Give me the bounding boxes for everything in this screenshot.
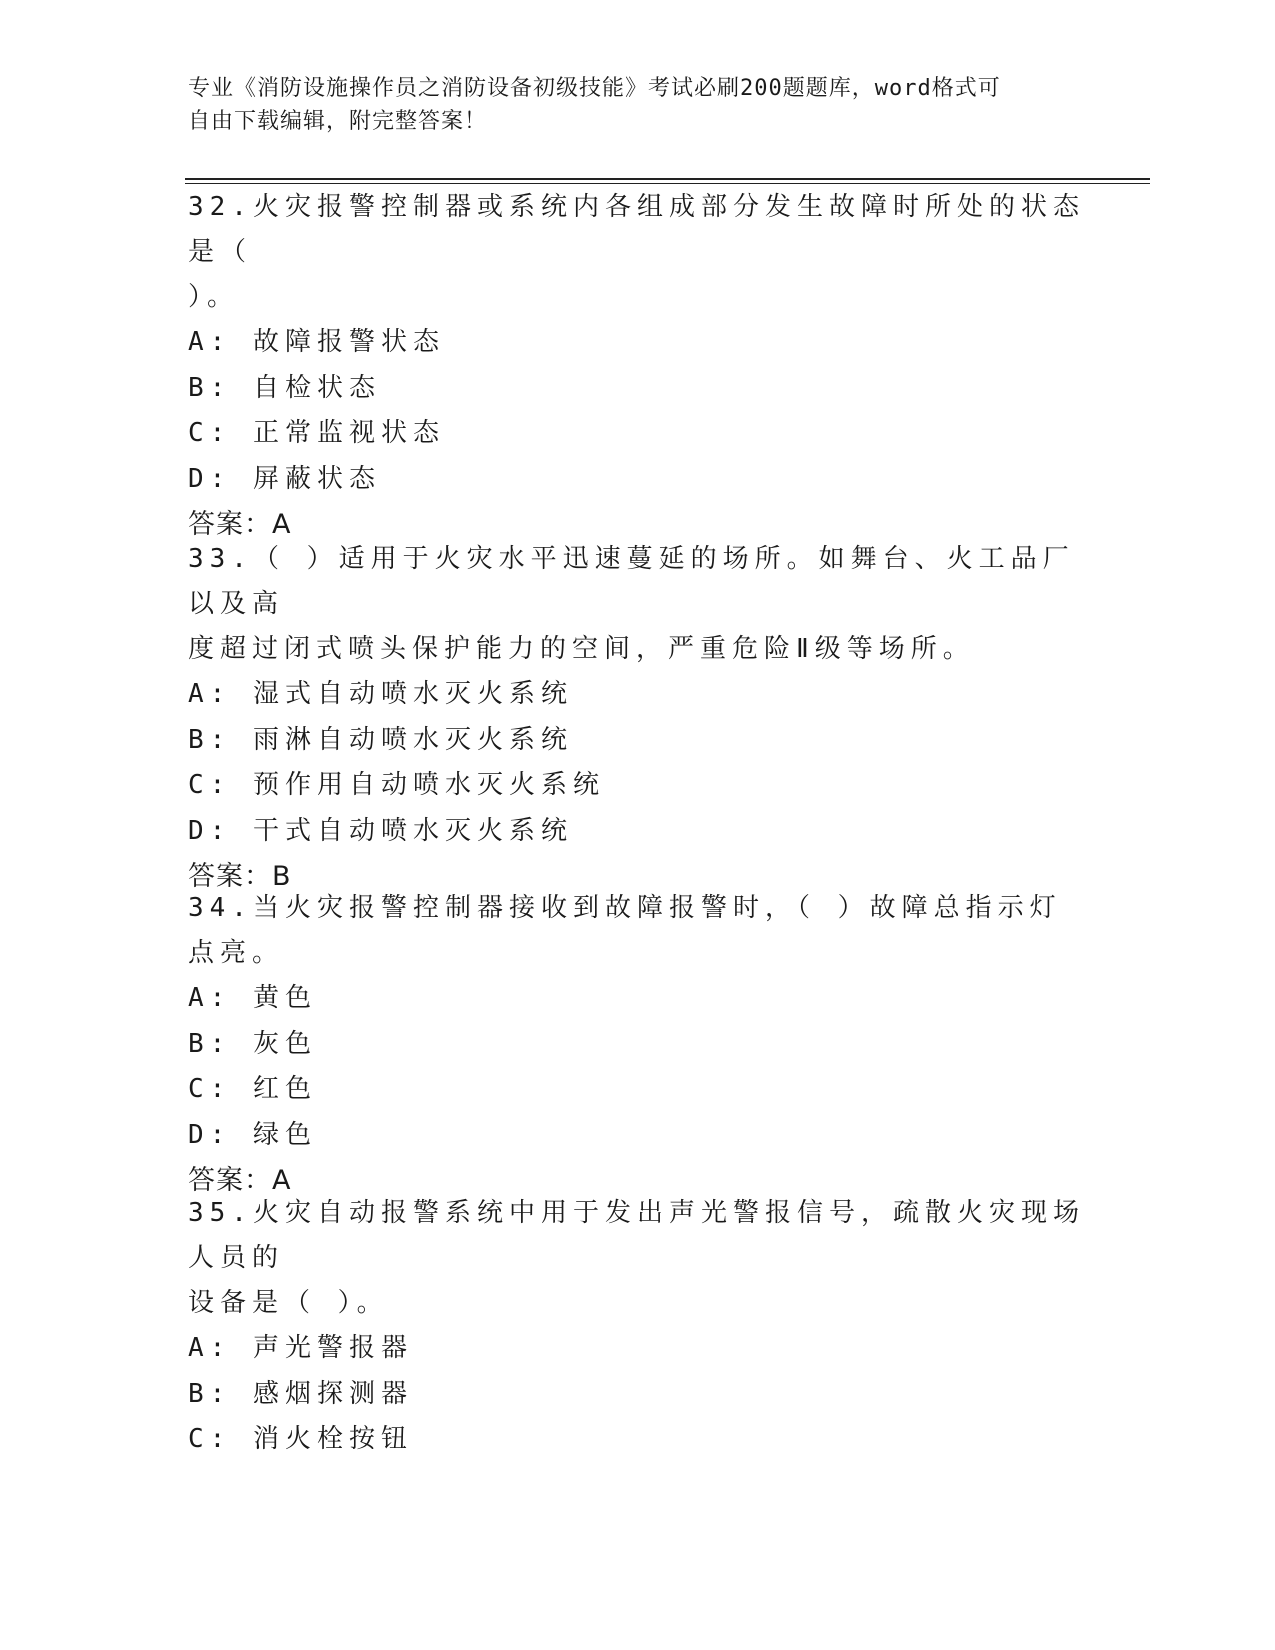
option-c: C: 红色 xyxy=(188,1074,317,1104)
option-a: A: 声光警报器 xyxy=(188,1333,413,1363)
option-b: B: 雨淋自动喷水灭火系统 xyxy=(188,724,573,755)
question-33 xyxy=(188,537,1088,899)
option-d: D: 干式自动喷水灭火系统 xyxy=(188,815,573,846)
option-b: B: 自检状态 xyxy=(188,372,381,403)
option-c: C: 消火栓按钮 xyxy=(188,1424,413,1454)
header-divider xyxy=(185,178,1150,180)
question-stem xyxy=(188,185,1088,320)
question-stem-line: 33.（ ）适用于火灾水平迅速蔓延的场所。如舞台、火工品厂以及高 xyxy=(188,544,1075,619)
header-line: 专业《消防设施操作员之消防设备初级技能》考试必刷200题题库，word格式可 xyxy=(188,76,1001,101)
question-stem xyxy=(188,886,1088,976)
option-a: A: 故障报警状态 xyxy=(188,327,445,357)
option-a: A: 黄色 xyxy=(188,983,317,1013)
question-stem-line: 35.火灾自动报警系统中用于发出声光警报信号，疏散火灾现场人员的 xyxy=(188,1198,1085,1273)
question-stem-line: 度超过闭式喷头保护能力的空间，严重危险Ⅱ级等场所。 xyxy=(188,634,975,664)
document-header xyxy=(188,72,1068,138)
answer: 答案：B xyxy=(188,861,292,892)
question-stem xyxy=(188,537,1088,672)
option-c: C: 正常监视状态 xyxy=(188,418,445,448)
option-b: B: 灰色 xyxy=(188,1028,317,1059)
header-line: 自由下载编辑，附完整答案！ xyxy=(188,109,488,134)
option-d: D: 屏蔽状态 xyxy=(188,463,381,494)
question-stem xyxy=(188,1191,1088,1326)
option-b: B: 感烟探测器 xyxy=(188,1378,413,1409)
question-stem-line: 设备是（ ）。 xyxy=(188,1288,389,1318)
question-32 xyxy=(188,185,1088,547)
answer: 答案：A xyxy=(188,1165,292,1196)
question-stem-line: 32.火灾报警控制器或系统内各组成部分发生故障时所处的状态是（ xyxy=(188,192,1085,267)
option-c: C: 预作用自动喷水灭火系统 xyxy=(188,770,605,800)
header-divider-thin xyxy=(185,183,1150,184)
question-35 xyxy=(188,1191,1088,1463)
question-34 xyxy=(188,886,1088,1203)
answer: 答案：A xyxy=(188,509,292,540)
option-d: D: 绿色 xyxy=(188,1119,317,1150)
option-a: A: 湿式自动喷水灭火系统 xyxy=(188,679,573,709)
question-stem-line: ）。 xyxy=(188,282,240,312)
question-stem-line: 34.当火灾报警控制器接收到故障报警时，（ ）故障总指示灯点亮。 xyxy=(188,893,1062,968)
